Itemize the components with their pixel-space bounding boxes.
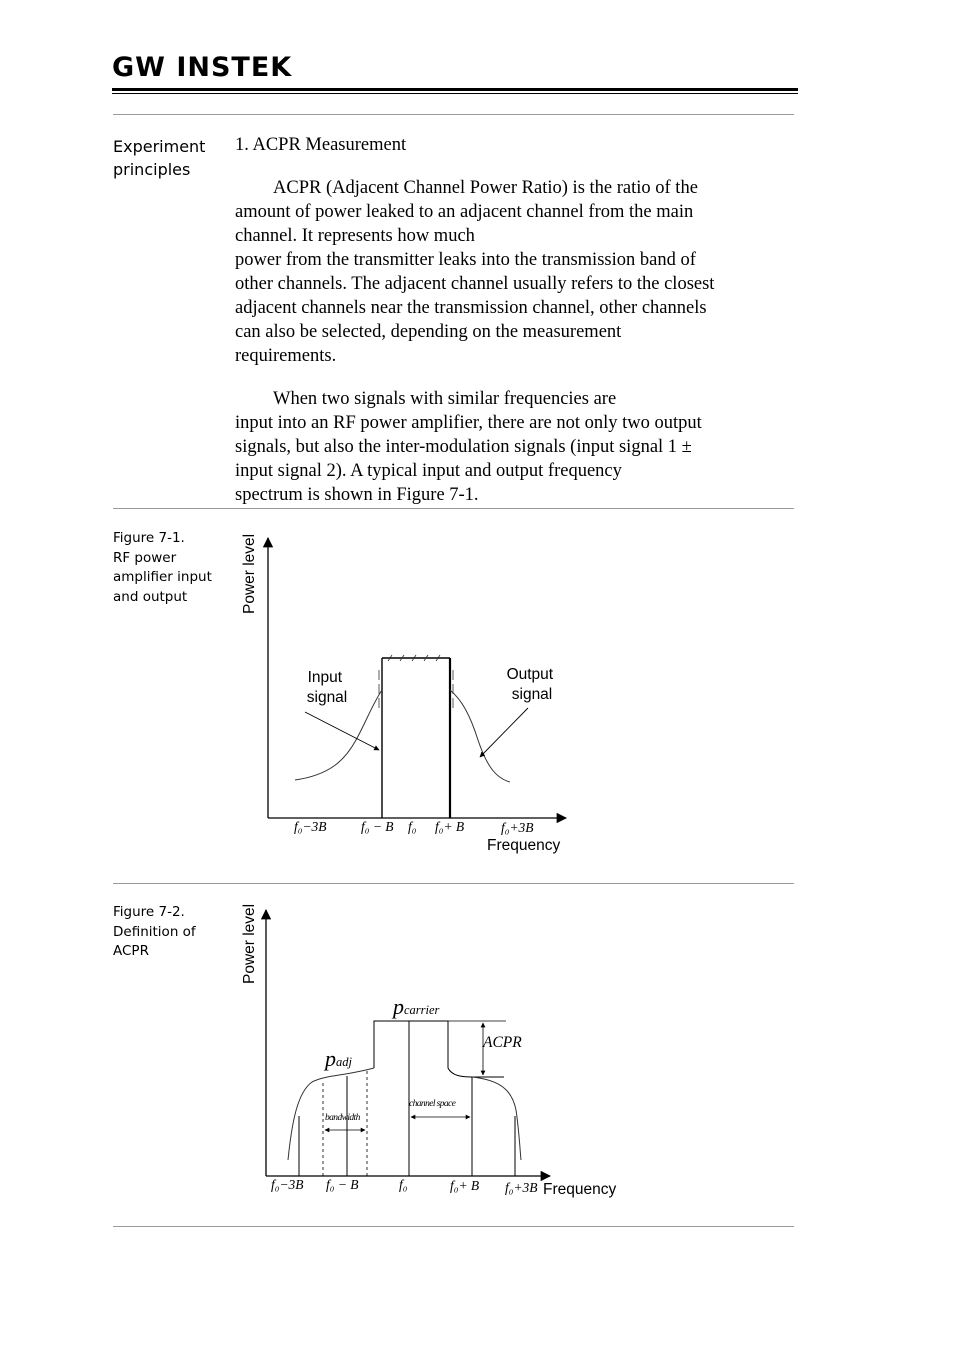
figure1-x-label: Frequency bbox=[487, 837, 561, 854]
bottom-divider bbox=[113, 1226, 794, 1227]
figure1-tick-f0+3b: f₀+3B bbox=[501, 820, 534, 835]
figure2-acpr-label: ACPR bbox=[483, 1034, 522, 1051]
figure1-input-label: Input signal bbox=[306, 669, 348, 706]
figure2-tick-f0+b: f₀+ B bbox=[450, 1178, 480, 1193]
figure2-p-adj: padj bbox=[325, 1046, 352, 1071]
figure1-tick-f0-b: f₀ − B bbox=[361, 819, 394, 834]
gw-instek-logo: GW INSTEK bbox=[112, 52, 293, 83]
figure1-input-pointer bbox=[305, 712, 379, 750]
figure2-tick-f0+3b: f₀+3B bbox=[505, 1180, 538, 1195]
section-heading: 1. ACPR Measurement bbox=[235, 135, 407, 155]
section-label: Experiment principles bbox=[113, 137, 206, 179]
figure1-tick-f0+b: f₀+ B bbox=[435, 819, 465, 834]
section-body: 1. ACPR Measurement ACPR (Adjacent Channel Power Ratio) is the ratio of the amount of power leaked to an adjacent channel from the main channel. It represents how much power from the transmitter leaks into the transmission band of other channels. The adjacent channel usually refers to the closest adjacent channels near the transmission channel, other channels can also be selected, depending on the measurement requirements. When two signals with similar frequencies are input into an RF power amplifier, there are not only two output signals, but also the inter-modulation signals (input signal 1 ± input signal 2). A typical input and output frequency spectrum is shown in Figure 7-1. bbox=[235, 133, 791, 507]
figure2-channel-space-label: channel space bbox=[409, 1099, 456, 1109]
figure2-bandwidth-label: bandwidth bbox=[325, 1113, 360, 1123]
figure1-diagram bbox=[241, 534, 566, 854]
figure2-tick-f0: f₀ bbox=[399, 1177, 408, 1192]
figure2-diagram bbox=[241, 904, 616, 1198]
figure1-tick-f0: f₀ bbox=[408, 819, 417, 834]
figure2-p-carrier: pcarrier bbox=[393, 994, 440, 1019]
figure1-caption: Figure 7-1. RF power amplifier input and output bbox=[113, 530, 212, 605]
figure2-x-label: Frequency bbox=[543, 1181, 617, 1198]
paragraph-intermod: When two signals with similar frequencies are bbox=[273, 389, 617, 409]
figure1-tick-f0-3b: f₀−3B bbox=[294, 819, 327, 834]
figure2-caption: Figure 7-2. Definition of ACPR bbox=[113, 904, 196, 959]
figure2-y-label: Power level bbox=[241, 903, 258, 984]
figure2-divider bbox=[113, 883, 794, 884]
figure1-output-pointer bbox=[480, 708, 528, 757]
paragraph-acpr: ACPR (Adjacent Channel Power Ratio) is the ratio of the amount of power leaked to an adjacent channel from the main channel. It represents how much bbox=[235, 178, 698, 246]
figure2-tick-f0-3b: f₀−3B bbox=[271, 1177, 304, 1192]
figure1-output-label: Output signal bbox=[506, 666, 554, 703]
figure1-y-label: Power level bbox=[241, 533, 258, 614]
figure2-tick-f0-b: f₀ − B bbox=[326, 1177, 359, 1192]
figure2-right-spectrum bbox=[472, 1077, 521, 1160]
figure1-hatching bbox=[379, 655, 453, 708]
